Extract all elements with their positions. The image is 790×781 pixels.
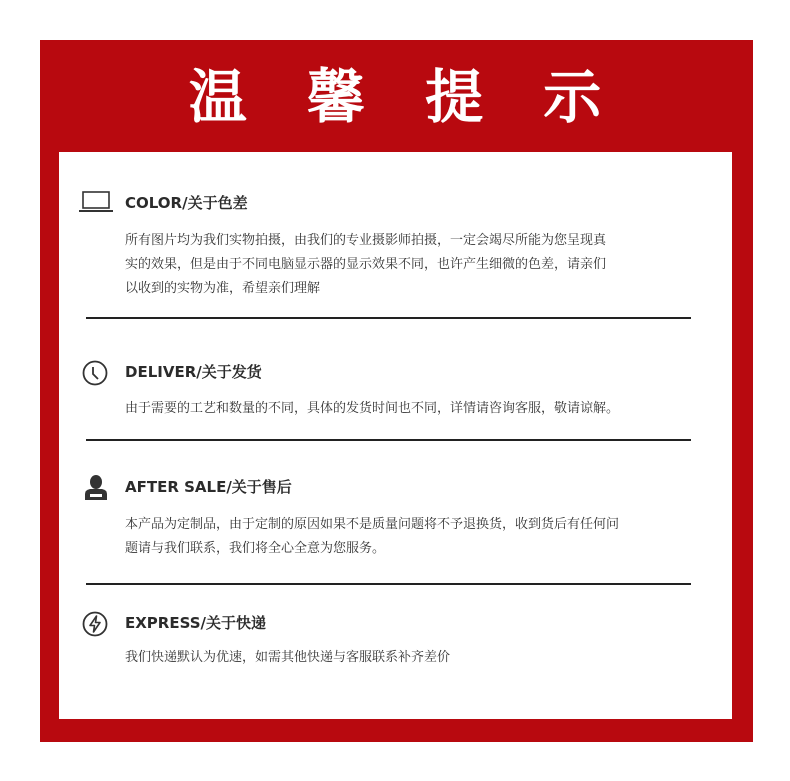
body-line: 本产品为定制品，由于定制的原因如果不是质量问题将不予退换货，收到货后有任何问 [125, 517, 620, 532]
customer-service-icon [84, 474, 118, 504]
divider [86, 583, 691, 585]
body-line: 所有图片均为我们实物拍摄，由我们的专业摄影师拍摄，一定会竭尽所能为您呈现真 [125, 233, 607, 248]
lightning-icon [81, 610, 115, 640]
body-line: 由于需要的工艺和数量的不同，具体的发货时间也不同，详情请咨询客服，敬请谅解。 [125, 401, 620, 416]
section-heading: COLOR/关于色差 [125, 194, 248, 212]
section-heading: AFTER SALE/关于售后 [125, 478, 292, 496]
body-line: 以收到的实物为准，希望亲们理解 [125, 281, 321, 296]
section-body [125, 646, 715, 670]
body-line: 题请与我们联系，我们将全心全意为您服务。 [125, 541, 386, 556]
notice-card [59, 152, 732, 719]
page-title: 温 馨 提 示 [188, 63, 622, 131]
body-line: 实的效果，但是由于不同电脑显示器的显示效果不同，也许产生细微的色差，请亲们 [125, 257, 607, 272]
section-body [125, 513, 715, 561]
section-body [125, 229, 715, 301]
section-body [125, 397, 715, 421]
body-line: 我们快递默认为优速，如需其他快递与客服联系补齐差价 [125, 650, 451, 665]
divider [86, 317, 691, 319]
divider [86, 439, 691, 441]
section-heading: DELIVER/关于发货 [125, 363, 262, 381]
laptop-icon [79, 190, 113, 220]
section-heading: EXPRESS/关于快递 [125, 614, 267, 632]
clock-icon [81, 359, 115, 389]
